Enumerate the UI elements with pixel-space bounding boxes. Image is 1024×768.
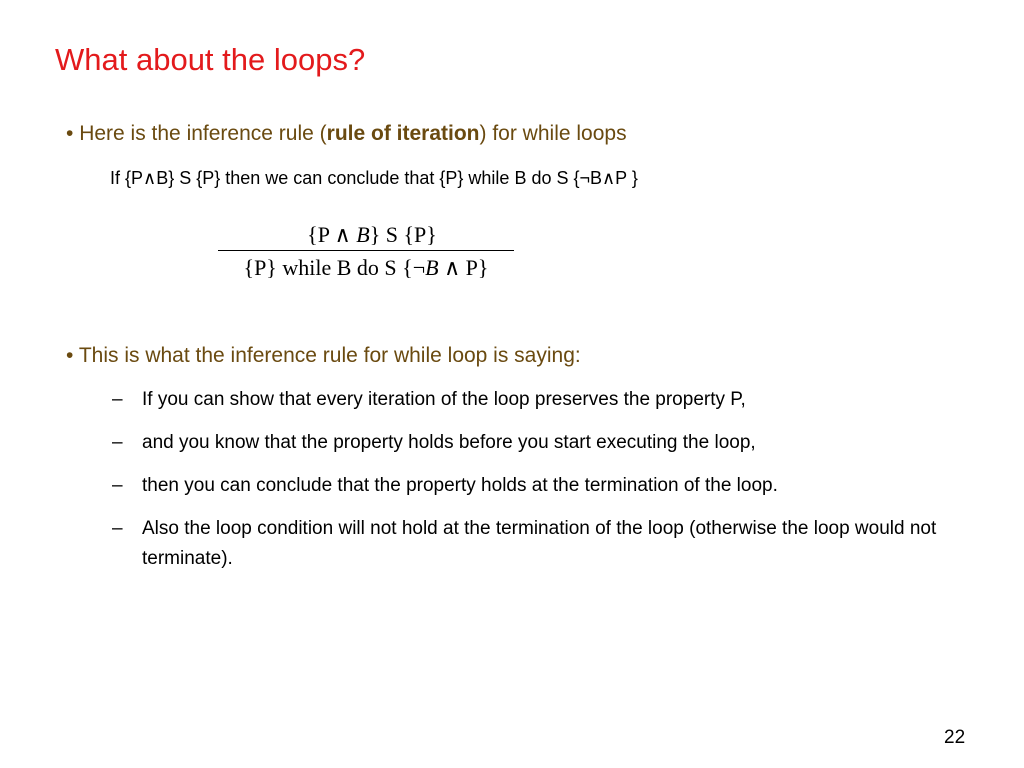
rule-conclusion [218,251,514,283]
bullet-text-after: ) for while loops [479,122,627,145]
conclusion-var: B [425,255,439,280]
conclusion-close: ∧ P} [438,255,489,280]
bullet-marker: • [66,122,74,145]
dash-marker: – [112,475,123,496]
if-then-statement: If {P∧B} S {P} then we can conclude that {P} while B do S {¬B∧P } [110,168,638,188]
conclusion-open: {P} while B do S {¬ [243,255,426,280]
premise-var: B [356,222,370,247]
sub-bullet-text: and you know that the property holds before you start executing the loop, [142,432,756,453]
bullet-bold-term: rule of iteration [326,122,480,145]
sub-bullet-text: Also the loop condition will not hold at the termination of the loop (otherwise the loop would not terminate). [142,518,937,569]
sub-bullet [112,471,1002,501]
bullet-marker: • [66,344,74,367]
sub-bullet [112,385,1002,415]
inference-rule-formula [218,220,514,283]
bullet-inference-rule [66,120,627,148]
premise-open: {P ∧ [307,222,357,247]
sub-bullet [112,514,1002,574]
slide-title: What about the loops? [55,42,366,77]
sub-bullet-text: then you can conclude that the property holds at the termination of the loop. [142,475,778,496]
bullet-text: This is what the inference rule for while loop is saying: [73,344,581,367]
dash-marker: – [112,389,123,410]
premise-close: } S {P} [369,222,437,247]
bullet-what-rule-says [66,342,581,370]
rule-premise [218,220,514,250]
sub-bullet [112,428,1002,458]
bullet-text-before: Here is the inference rule ( [73,122,327,145]
page-number: 22 [944,727,966,748]
sub-bullet-text: If you can show that every iteration of the loop preserves the property P, [142,389,746,410]
dash-marker: – [112,518,123,539]
dash-marker: – [112,432,123,453]
